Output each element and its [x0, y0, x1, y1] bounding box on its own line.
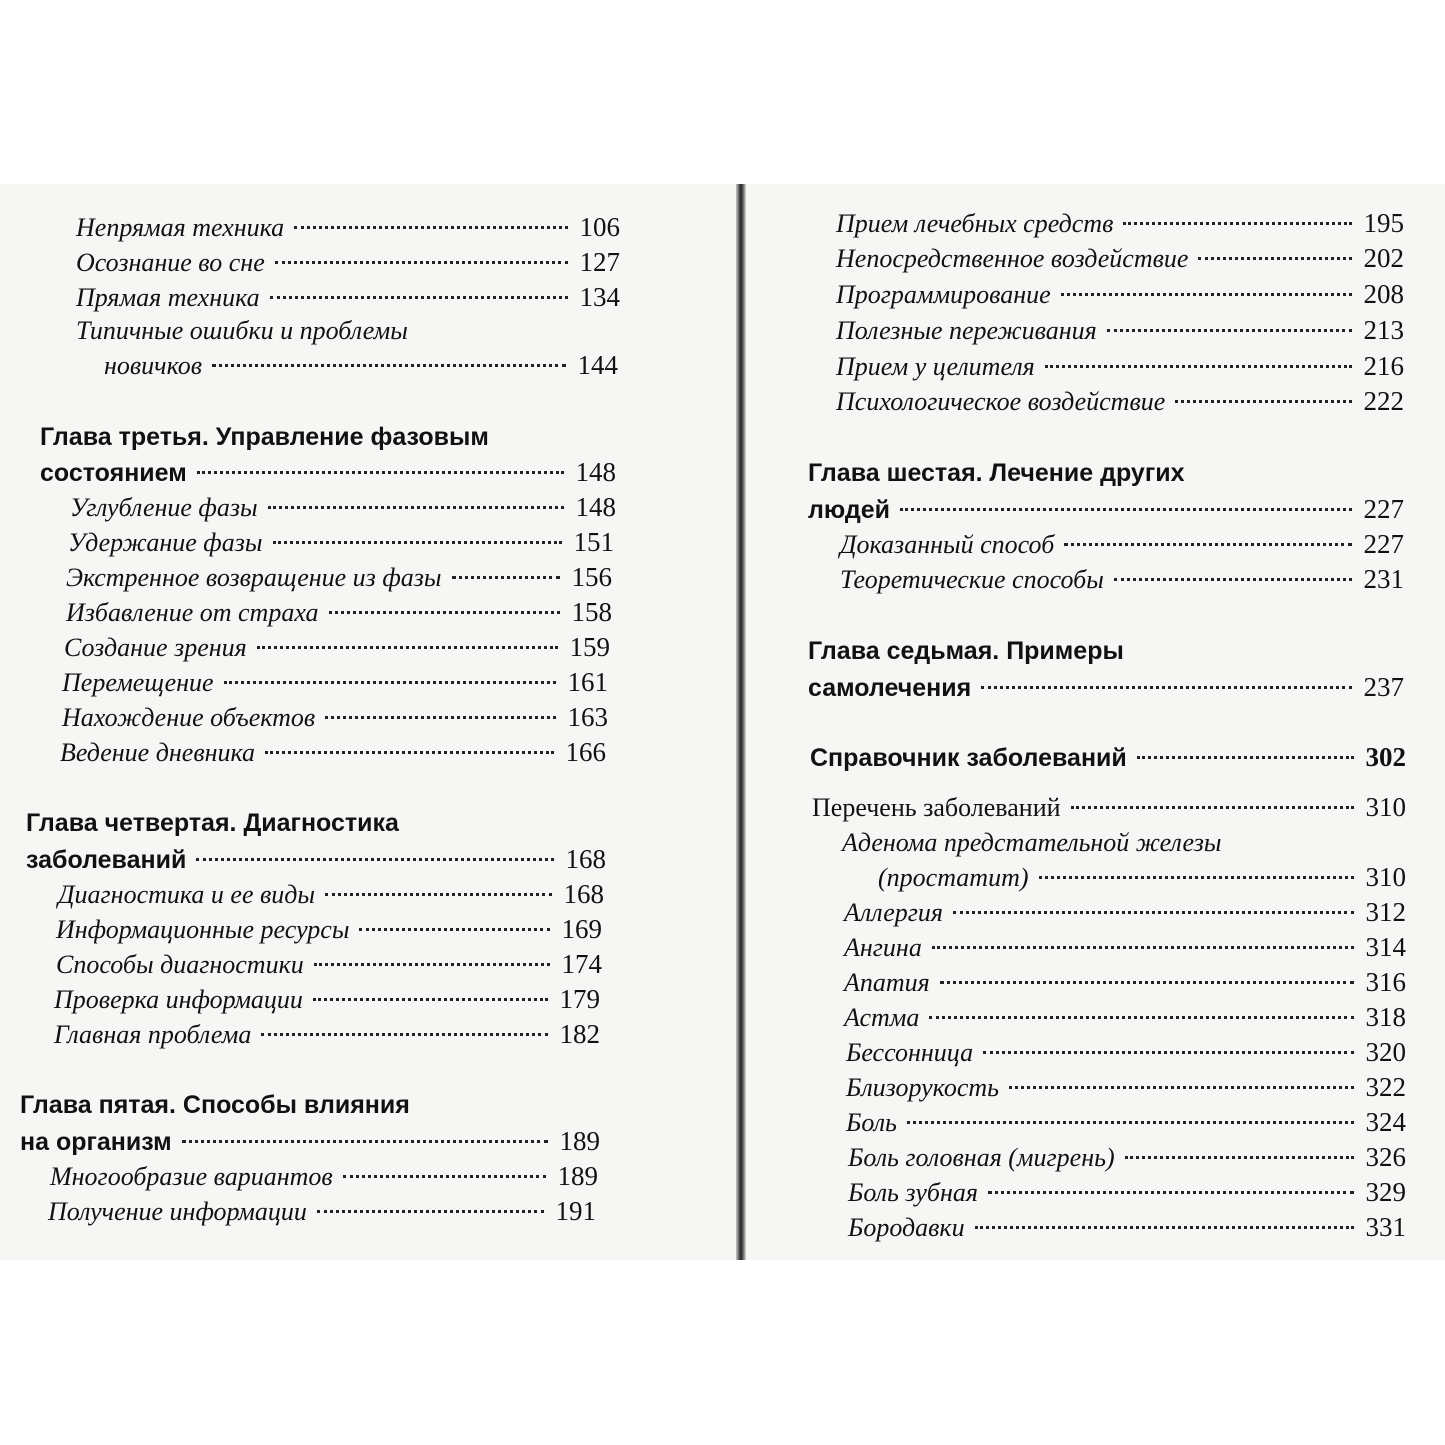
toc-page-number: 318 — [1365, 1002, 1406, 1032]
leader-dots — [294, 226, 567, 229]
leader-dots — [1064, 543, 1351, 546]
leader-dots — [182, 1140, 548, 1143]
toc-page-number: 324 — [1365, 1107, 1406, 1137]
book-gutter — [736, 184, 746, 1260]
leader-dots — [900, 508, 1351, 511]
toc-page-number: 208 — [1363, 279, 1404, 309]
leader-dots — [270, 296, 568, 299]
leader-dots — [1137, 756, 1354, 759]
leader-dots — [907, 1121, 1354, 1124]
toc-entry-title: Перечень заболеваний — [812, 793, 1061, 822]
toc-page-number: 326 — [1365, 1142, 1406, 1172]
toc-entry-title: Непрямая техника — [76, 213, 285, 242]
toc-entry-title: Аллергия — [844, 898, 943, 927]
toc-page-number: 202 — [1363, 243, 1404, 273]
leader-dots — [929, 1016, 1353, 1019]
toc-page-number: 320 — [1365, 1037, 1406, 1067]
toc-page-number: 213 — [1363, 315, 1404, 345]
leader-dots — [1175, 400, 1351, 403]
toc-entry — [844, 965, 1406, 1000]
leader-dots — [452, 576, 560, 579]
toc-entry — [836, 384, 1404, 419]
leader-dots — [932, 946, 1354, 949]
toc-page-number: 189 — [557, 1161, 598, 1191]
toc-entry-title: Диагностика и ее виды — [58, 880, 316, 909]
leader-dots — [317, 1210, 544, 1213]
toc-entry-title: Перемещение — [62, 668, 214, 697]
chapter-title-line1: Глава третья. Управление фазовым — [40, 423, 489, 451]
toc-entry-title: Углубление фазы — [70, 493, 258, 522]
toc-entry — [56, 912, 602, 947]
toc-page-number: 127 — [579, 247, 620, 277]
toc-entry-title: Прямая техника — [76, 283, 260, 312]
toc-page-number: 322 — [1365, 1072, 1406, 1102]
toc-page-number: 227 — [1363, 494, 1404, 524]
toc-page-number: 166 — [565, 737, 606, 767]
toc-entry-title: новичков — [104, 351, 203, 380]
toc-entry — [848, 1210, 1406, 1245]
leader-dots — [325, 716, 555, 719]
toc-page-number: 158 — [571, 597, 612, 627]
toc-page-number: 106 — [579, 212, 620, 242]
book-spread — [0, 184, 1445, 1260]
chapter-title-line1: Глава седьмая. Примеры — [808, 637, 1124, 665]
toc-entry-title: Ангина — [844, 933, 922, 962]
toc-page-number: 134 — [579, 282, 620, 312]
toc-page-number: 156 — [571, 562, 612, 592]
toc-page-number: 227 — [1363, 529, 1404, 559]
toc-entry — [64, 630, 610, 665]
toc-entry-title: Главная проблема — [54, 1020, 252, 1049]
toc-entry — [66, 595, 612, 630]
toc-entry-title: Проверка информации — [54, 985, 303, 1014]
leader-dots — [268, 506, 564, 509]
chapter-title-line1: Глава шестая. Лечение других — [808, 459, 1185, 487]
chapter-title: заболеваний — [26, 846, 187, 874]
leader-dots — [196, 858, 553, 861]
leader-dots — [981, 686, 1351, 689]
toc-entry-title-line1: Аденома предстательной железы — [842, 828, 1222, 857]
section-entry — [810, 740, 1406, 775]
toc-entry-title: Нахождение объектов — [62, 703, 316, 732]
toc-page-number: 174 — [561, 949, 602, 979]
toc-entry-title: Близорукость — [846, 1073, 999, 1102]
toc-entry — [76, 245, 620, 280]
toc-entry — [70, 490, 616, 525]
toc-entry-title: Создание зрения — [64, 633, 247, 662]
toc-entry-title: Многообразие вариантов — [50, 1162, 333, 1191]
toc-entry — [844, 930, 1406, 965]
leader-dots — [224, 681, 556, 684]
toc-page-number: 302 — [1365, 742, 1406, 772]
leader-dots — [275, 261, 568, 264]
right-page — [744, 184, 1445, 1260]
toc-page-number: 144 — [577, 350, 618, 380]
toc-entry — [68, 525, 614, 560]
toc-page-number: 310 — [1365, 792, 1406, 822]
leader-dots — [1123, 222, 1351, 225]
leader-dots — [983, 1051, 1353, 1054]
toc-entry — [812, 790, 1406, 825]
leader-dots — [197, 471, 564, 474]
leader-dots — [940, 981, 1354, 984]
toc-page-number: 151 — [573, 527, 614, 557]
toc-entry-title: Бородавки — [848, 1213, 965, 1242]
leader-dots — [1114, 578, 1352, 581]
toc-page-number: 182 — [559, 1019, 600, 1049]
toc-entry-title: Программирование — [836, 280, 1051, 309]
toc-page-number: 310 — [1365, 862, 1406, 892]
toc-entry — [54, 1017, 600, 1052]
leader-dots — [314, 963, 550, 966]
toc-entry-title: Непосредственное воздействие — [836, 244, 1189, 273]
leader-dots — [273, 541, 562, 544]
toc-entry — [840, 527, 1404, 562]
toc-entry-title: Астма — [844, 1003, 920, 1032]
toc-entry-title: Прием у целителя — [836, 352, 1035, 381]
leader-dots — [1125, 1156, 1354, 1159]
toc-entry-title: Полезные переживания — [836, 316, 1097, 345]
toc-entry — [62, 665, 608, 700]
toc-entry — [62, 700, 608, 735]
leader-dots — [1039, 876, 1354, 879]
toc-entry — [50, 1159, 598, 1194]
toc-page-number: 179 — [559, 984, 600, 1014]
toc-entry-title: Боль зубная — [848, 1178, 978, 1207]
leader-dots — [953, 911, 1354, 914]
leader-dots — [261, 1033, 547, 1036]
toc-page-number: 216 — [1363, 351, 1404, 381]
left-page — [0, 184, 738, 1260]
toc-page-number: 231 — [1363, 564, 1404, 594]
toc-entry-title: Осознание во сне — [76, 248, 265, 277]
toc-entry — [878, 860, 1406, 895]
leader-dots — [313, 998, 548, 1001]
leader-dots — [1061, 293, 1352, 296]
toc-page-number: 191 — [555, 1196, 596, 1226]
toc-entry-title: Информационные ресурсы — [56, 915, 350, 944]
chapter-title: самолечения — [808, 674, 972, 702]
toc-page-number: 237 — [1363, 672, 1404, 702]
toc-entry — [60, 735, 606, 770]
toc-entry-title: Апатия — [844, 968, 930, 997]
leader-dots — [1009, 1086, 1354, 1089]
toc-entry-title: Боль головная (мигрень) — [848, 1143, 1115, 1172]
toc-entry-title: Бессонница — [846, 1038, 974, 1067]
toc-entry — [54, 982, 600, 1017]
leader-dots — [1045, 365, 1352, 368]
toc-entry — [56, 947, 602, 982]
toc-entry — [836, 206, 1404, 241]
leader-dots — [975, 1226, 1354, 1229]
leader-dots — [1107, 329, 1352, 332]
leader-dots — [257, 646, 558, 649]
section-title: Справочник заболеваний — [810, 744, 1127, 772]
toc-entry — [836, 277, 1404, 312]
toc-page-number: 316 — [1365, 967, 1406, 997]
toc-page-number: 331 — [1365, 1212, 1406, 1242]
toc-entry — [846, 1105, 1406, 1140]
toc-page-number: 195 — [1363, 208, 1404, 238]
leader-dots — [1198, 257, 1351, 260]
chapter-entry — [808, 670, 1404, 705]
leader-dots — [329, 611, 560, 614]
toc-entry — [848, 1175, 1406, 1210]
toc-entry — [844, 895, 1406, 930]
toc-page-number: 148 — [575, 457, 616, 487]
chapter-title-line1: Глава пятая. Способы влияния — [20, 1091, 410, 1119]
toc-entry — [104, 348, 618, 383]
toc-entry-title: Боль — [846, 1108, 897, 1137]
toc-page-number: 314 — [1365, 932, 1406, 962]
leader-dots — [343, 1175, 546, 1178]
toc-entry — [846, 1035, 1406, 1070]
toc-entry-title: Теоретические способы — [840, 565, 1104, 594]
toc-page-number: 163 — [567, 702, 608, 732]
toc-page-number: 189 — [559, 1126, 600, 1156]
toc-page-number: 161 — [567, 667, 608, 697]
toc-entry-title: Психологическое воздействие — [836, 387, 1166, 416]
leader-dots — [359, 928, 549, 931]
chapter-entry — [20, 1124, 600, 1159]
chapter-title: людей — [808, 496, 891, 524]
chapter-title: состоянием — [40, 459, 187, 487]
toc-entry-title-line1: Типичные ошибки и проблемы — [76, 316, 408, 345]
toc-entry-title: Экстренное возвращение из фазы — [66, 563, 442, 592]
toc-entry — [836, 349, 1404, 384]
toc-entry-title: Доказанный способ — [840, 530, 1055, 559]
chapter-entry — [26, 842, 606, 877]
toc-entry-title: Избавление от страха — [66, 598, 319, 627]
chapter-entry — [808, 492, 1404, 527]
toc-page-number: 222 — [1363, 386, 1404, 416]
toc-page-number: 169 — [561, 914, 602, 944]
toc-entry — [76, 210, 620, 245]
toc-entry — [48, 1194, 596, 1229]
toc-page-number: 329 — [1365, 1177, 1406, 1207]
leader-dots — [212, 364, 565, 367]
toc-entry-title: Способы диагностики — [56, 950, 304, 979]
toc-entry — [76, 280, 620, 315]
toc-entry-title: Ведение дневника — [60, 738, 256, 767]
toc-entry — [840, 562, 1404, 597]
toc-entry — [58, 877, 604, 912]
toc-entry — [836, 241, 1404, 276]
toc-page-number: 312 — [1365, 897, 1406, 927]
toc-page-number: 148 — [575, 492, 616, 522]
toc-page-number: 159 — [569, 632, 610, 662]
toc-page-number: 168 — [565, 844, 606, 874]
toc-entry-title: Получение информации — [48, 1197, 307, 1226]
toc-entry-title: (простатит) — [878, 863, 1029, 892]
toc-entry — [846, 1070, 1406, 1105]
toc-entry — [848, 1140, 1406, 1175]
leader-dots — [1071, 806, 1354, 809]
chapter-entry — [40, 455, 616, 490]
leader-dots — [265, 751, 553, 754]
toc-entry-title: Прием лечебных средств — [836, 209, 1114, 238]
chapter-title: на организм — [20, 1128, 172, 1156]
toc-page-number: 168 — [563, 879, 604, 909]
toc-entry-title: Удержание фазы — [68, 528, 263, 557]
toc-entry — [66, 560, 612, 595]
chapter-title-line1: Глава четвертая. Диагностика — [26, 809, 399, 837]
leader-dots — [325, 893, 551, 896]
toc-entry — [836, 313, 1404, 348]
leader-dots — [988, 1191, 1354, 1194]
toc-entry — [844, 1000, 1406, 1035]
